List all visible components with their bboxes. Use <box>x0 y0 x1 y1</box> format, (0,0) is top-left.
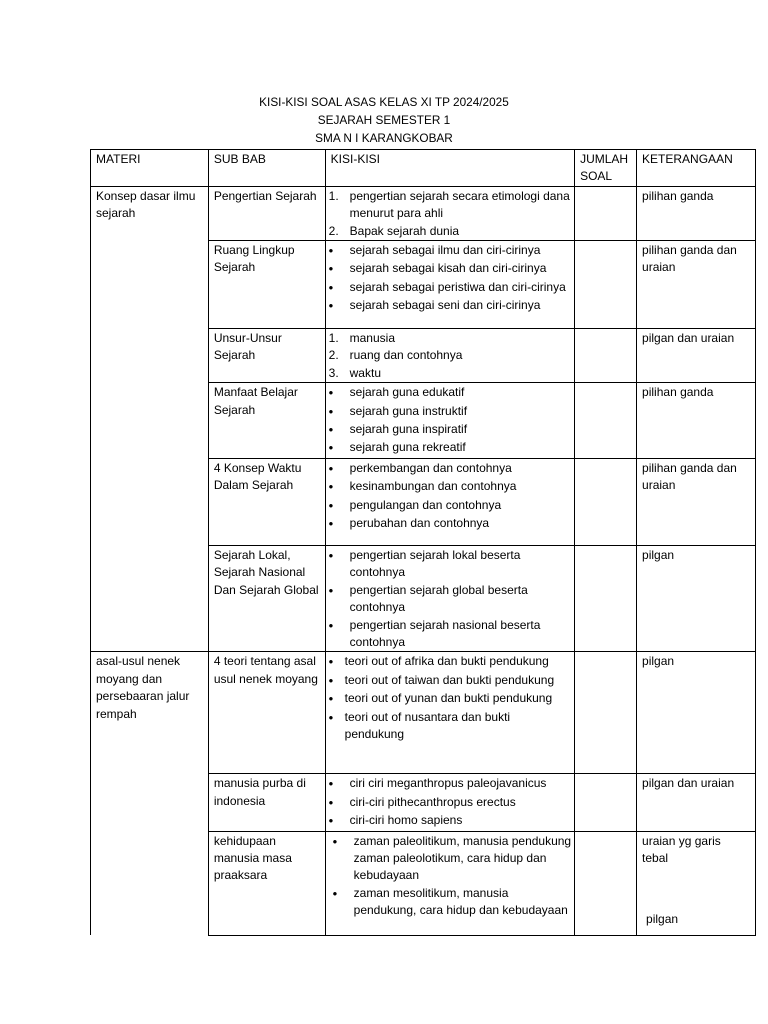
keterangan-cell: pilihan ganda dan uraian <box>637 458 756 545</box>
sub-bab-cell: Unsur-Unsur Sejarah <box>208 329 325 383</box>
sub-bab-cell: Manfaat Belajar Sejarah <box>208 383 325 459</box>
sub-bab-cell: Sejarah Lokal, Sejarah Nasional Dan Sejarah Global <box>208 545 325 651</box>
header-kisi-kisi: KISI-KISI <box>325 150 574 187</box>
sub-bab-cell: 4 Konsep Waktu Dalam Sejarah <box>208 458 325 545</box>
list-item: 3. waktu <box>328 365 381 380</box>
jumlah-soal-cell <box>575 329 637 383</box>
list-item: • perkembangan dan contohnya <box>329 460 572 478</box>
kisi-kisi-cell <box>325 329 574 383</box>
list-item: • teori out of afrika dan bukti pendukung <box>329 653 572 671</box>
list-item: • pengertian sejarah nasional beserta contohnya <box>329 617 572 652</box>
jumlah-soal-cell <box>575 383 637 459</box>
keterangan-cell: pilgan dan uraian <box>637 774 756 831</box>
sub-bab-cell: kehidupaan manusia masa praaksara <box>208 831 325 935</box>
kisi-kisi-cell <box>325 383 574 459</box>
list-item: • kesinambungan dan contohnya <box>329 478 572 496</box>
header-keterangan: KETERANGAAN <box>637 150 756 187</box>
sub-bab-cell: manusia purba di indonesia <box>208 774 325 831</box>
keterangan-cell: pilgan dan uraian <box>637 329 756 383</box>
school-name: SMA N I KARANGKOBAR <box>315 131 453 145</box>
list-item: • sejarah guna inspiratif <box>329 421 572 439</box>
header-sub-bab: SUB BAB <box>208 150 325 187</box>
list-item: • ciri-ciri homo sapiens <box>329 812 572 830</box>
kisi-kisi-table <box>90 149 756 936</box>
list-item: 1. pengertian sejarah secara etimologi dana menurut para ahli <box>328 188 570 221</box>
list-item: • teori out of yunan dan bukti pendukung <box>329 690 572 708</box>
document-subtitle: SEJARAH SEMESTER 1 <box>317 113 451 127</box>
materi-cell: asal-usul nenek moyang dan persebaaran jalur rempah <box>91 652 209 935</box>
kisi-kisi-cell <box>325 774 574 831</box>
sub-bab-cell: Ruang Lingkup Sejarah <box>208 241 325 329</box>
keterangan-cell: pilgan <box>637 652 756 774</box>
list-item: • pengulangan dan contohnya <box>329 497 572 515</box>
kisi-kisi-cell <box>325 831 574 935</box>
jumlah-soal-cell <box>575 458 637 545</box>
materi-cell: Konsep dasar ilmu sejarah <box>91 186 209 652</box>
list-item: • sejarah guna rekreatif <box>329 439 572 457</box>
kisi-kisi-cell <box>325 458 574 545</box>
list-item: 2. Bapak sejarah dunia <box>328 223 460 238</box>
table-header-row <box>91 150 756 187</box>
jumlah-soal-cell <box>575 545 637 651</box>
list-item: • sejarah sebagai ilmu dan ciri-cirinya <box>329 242 572 260</box>
jumlah-soal-cell <box>575 831 637 935</box>
list-item: • teori out of taiwan dan bukti pendukung <box>329 672 572 690</box>
keterangan-cell: pilihan ganda <box>637 186 756 240</box>
jumlah-soal-cell <box>575 652 637 774</box>
list-item: • pengertian sejarah lokal beserta contohnya <box>329 547 572 582</box>
list-item: • teori out of nusantara dan bukti pendukung <box>329 709 572 744</box>
header-jumlah-soal: JUMLAH SOAL <box>575 150 637 187</box>
kisi-kisi-cell <box>325 241 574 329</box>
list-item: • sejarah guna edukatif <box>329 384 572 402</box>
kisi-kisi-cell <box>325 652 574 774</box>
list-item: • sejarah sebagai kisah dan ciri-cirinya <box>329 260 572 278</box>
list-item: 2. ruang dan contohnya <box>328 348 463 363</box>
jumlah-soal-cell <box>575 186 637 240</box>
keterangan-cell: pilihan ganda <box>637 383 756 459</box>
list-item: • sejarah sebagai peristiwa dan ciri-cirinya <box>329 279 572 297</box>
list-item: • ciri-ciri pithecanthropus erectus <box>329 794 572 812</box>
document-title: KISI-KISI SOAL ASAS KELAS XI TP 2024/2025 <box>259 95 509 109</box>
list-item: • zaman paleolitikum, manusia pendukung zaman paleolotikum, cara hidup dan kebudayaan <box>329 833 572 885</box>
kisi-kisi-cell <box>325 545 574 651</box>
list-item: • perubahan dan contohnya <box>329 515 572 533</box>
kisi-kisi-cell <box>325 186 574 240</box>
list-item: • ciri ciri meganthropus paleojavanicus <box>329 775 572 793</box>
list-item: • sejarah guna instruktif <box>329 403 572 421</box>
keterangan-cell: pilgan <box>637 545 756 651</box>
keterangan-text-secondary: pilgan <box>646 912 679 927</box>
table-row <box>91 652 756 774</box>
list-item: • pengertian sejarah global beserta contohnya <box>329 582 572 617</box>
header-materi: MATERI <box>91 150 209 187</box>
table-row <box>91 186 756 240</box>
sub-bab-cell: Pengertian Sejarah <box>208 186 325 240</box>
keterangan-text: uraian yg garis tebal <box>642 833 721 865</box>
keterangan-cell <box>637 831 756 935</box>
jumlah-soal-cell <box>575 774 637 831</box>
jumlah-soal-cell <box>575 241 637 329</box>
keterangan-cell: pilihan ganda dan uraian <box>637 241 756 329</box>
sub-bab-cell: 4 teori tentang asal usul nenek moyang <box>208 652 325 774</box>
list-item: • zaman mesolitikum, manusia pendukung, cara hidup dan kebudayaan <box>329 885 572 920</box>
list-item: 1. manusia <box>328 331 395 346</box>
list-item: • sejarah sebagai seni dan ciri-cirinya <box>329 297 572 315</box>
